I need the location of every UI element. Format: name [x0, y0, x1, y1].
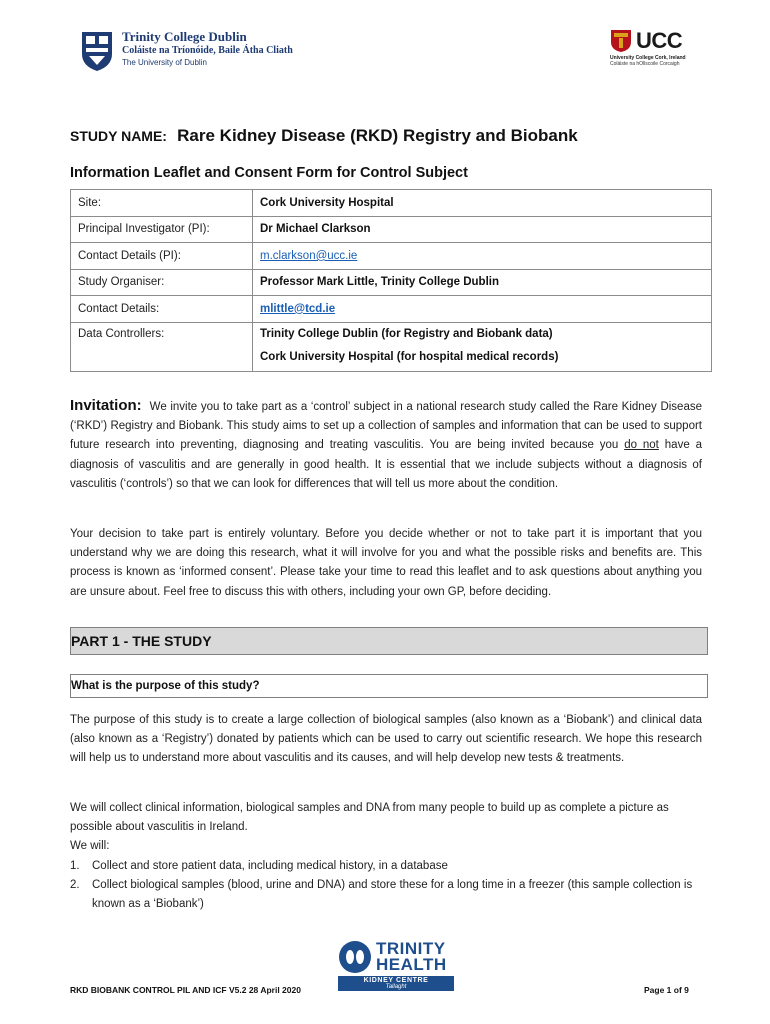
trinity-word: TRINITY	[376, 938, 446, 958]
study-name-label: STUDY NAME:	[70, 128, 167, 144]
purpose-paragraph: The purpose of this study is to create a large collection of biological samples (also known as a ‘Biobank’) and clinical data (also known as a ‘Registry’) donated by patients which can be used to carry out scientific research. We hope this research will help us to understand more about vasculitis and its causes, and will help develop new tests & treatments.	[70, 714, 702, 765]
trinity-health-logo	[338, 940, 454, 991]
organiser-value: Professor Mark Little, Trinity College Dublin	[253, 269, 712, 296]
table-row	[71, 322, 712, 371]
invitation-label: Invitation:	[70, 397, 142, 414]
pi-contact-label: Contact Details (PI):	[71, 243, 253, 270]
ucc-english-name: University College Cork, Ireland	[610, 55, 686, 61]
health-word: HEALTH	[376, 955, 447, 974]
controllers-cell	[253, 322, 712, 371]
ucc-wordmark: UCC	[636, 28, 683, 53]
site-label: Site:	[71, 190, 253, 217]
list-item-number: 2.	[70, 878, 80, 891]
tcd-irish-name: Coláiste na Tríonóide, Baile Átha Cliath	[122, 44, 293, 56]
table-row	[71, 243, 712, 270]
part1-heading-text: PART 1 - THE STUDY	[71, 633, 212, 649]
ucc-crest-icon	[610, 29, 632, 53]
organiser-label: Study Organiser:	[71, 269, 253, 296]
table-row	[71, 216, 712, 243]
contact-cell	[253, 296, 712, 323]
ucc-logo	[610, 28, 720, 67]
controller-1: Trinity College Dublin (for Registry and Biobank data)	[260, 327, 553, 340]
list-item-text: Collect biological samples (blood, urine and DNA) and store these for a long time in a freezer (this sample collection is known as a ‘Biobank’)	[92, 878, 693, 911]
we-will-label: We will:	[70, 840, 110, 853]
document-subtitle: Information Leaflet and Consent Form for Control Subject	[70, 165, 468, 181]
list-item	[70, 876, 710, 914]
controller-2: Cork University Hospital (for hospital medical records)	[260, 350, 559, 363]
pi-label: Principal Investigator (PI):	[71, 216, 253, 243]
pi-email-link[interactable]: m.clarkson@ucc.ie	[260, 249, 358, 262]
site-value: Cork University Hospital	[253, 190, 712, 217]
table-row	[71, 296, 712, 323]
collect-intro: We will collect clinical information, biological samples and DNA from many people to build up as complete a picture as possible about vasculitis in Ireland.	[70, 802, 669, 834]
kidney-centre-text: KIDNEY CENTRE	[363, 977, 429, 984]
pi-value: Dr Michael Clarkson	[253, 216, 712, 243]
controllers-label: Data Controllers:	[71, 322, 253, 371]
study-info-table	[70, 189, 712, 372]
tcd-subtitle: The University of Dublin	[122, 58, 207, 68]
purpose-question-box	[70, 674, 708, 698]
ucc-irish-name: Coláiste na hOllscoile Corcaigh	[610, 61, 680, 67]
table-row	[71, 190, 712, 217]
purpose-question: What is the purpose of this study?	[71, 680, 260, 692]
invitation-paragraph	[70, 396, 702, 494]
list-item	[70, 857, 710, 876]
invitation-text-a: We invite you to take part as a ‘control’ subject in a national research study called the Rare Kidney Disease (‘RKD’) Registry and Biobank. This study aims to set up a collection of samples and information that can be used to support future research into preventing, diagnosing and treating vasculitis. You are being invited because you	[70, 401, 702, 452]
invitation-text-b: have a diagnosis of vasculitis and are generally in good health. It is essential that we include subjects without a diagnosis of vasculitis (‘controls’) so that we can look for differences that will tell us more about the condition.	[70, 439, 702, 490]
footer-version: RKD BIOBANK CONTROL PIL AND ICF V5.2 28 April 2020	[70, 985, 301, 995]
study-name: Rare Kidney Disease (RKD) Registry and Biobank	[177, 126, 578, 145]
footer-page-number: Page 1 of 9	[644, 985, 689, 995]
study-title	[70, 126, 578, 146]
invitation-text-emphasis: do not	[624, 439, 659, 452]
part1-heading	[70, 627, 708, 655]
tcd-name: Trinity College Dublin	[122, 29, 247, 44]
kidney-centre-icon	[338, 940, 372, 974]
organiser-email-link[interactable]: mlittle@tcd.ie	[260, 302, 336, 315]
contact-label: Contact Details:	[71, 296, 253, 323]
collection-section	[70, 799, 710, 914]
decision-paragraph: Your decision to take part is entirely voluntary. Before you decide whether or not to take part it is important that you understand why we are doing this research, what it will involve for you and what the possible risks and benefits are. This process is known as ‘informed consent’. Please take your time to read this leaflet and to ask questions about anything you are unsure about. Feel free to discuss this with others, including your own GP, before deciding.	[70, 528, 702, 598]
tallaght-text: Tallaght	[385, 984, 407, 990]
list-item-number: 1.	[70, 859, 80, 872]
list-item-text: Collect and store patient data, including medical history, in a database	[92, 859, 448, 872]
pi-contact-cell	[253, 243, 712, 270]
tcd-logo	[80, 30, 293, 72]
kidney-centre-banner	[338, 976, 454, 991]
table-row	[71, 269, 712, 296]
tcd-shield-icon	[80, 30, 114, 72]
